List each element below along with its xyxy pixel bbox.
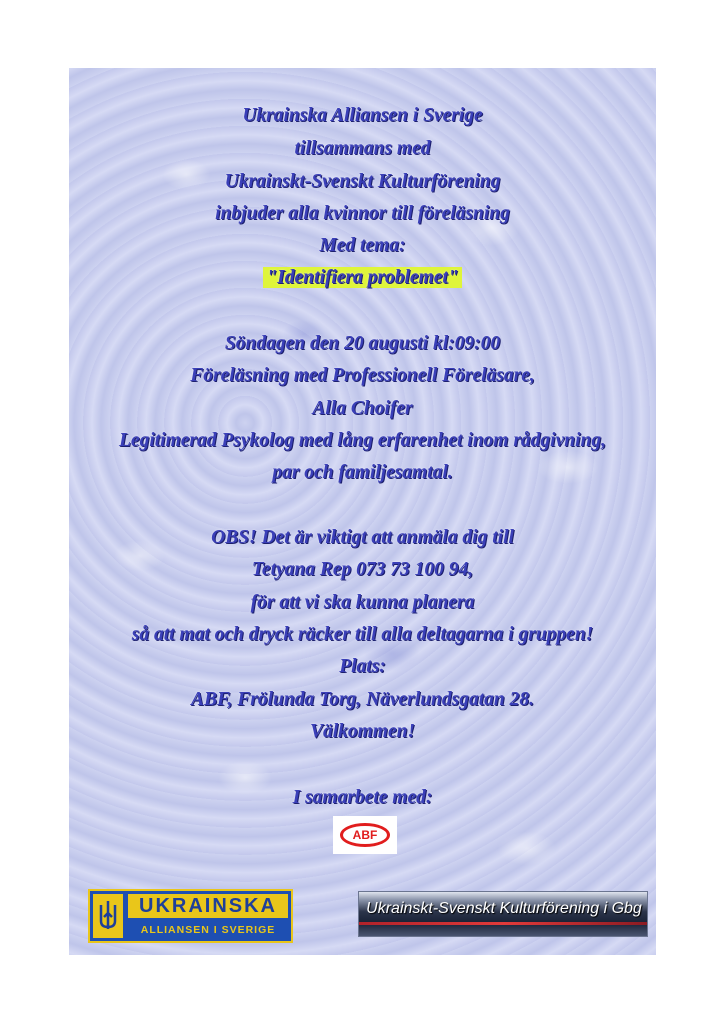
kulturforening-logo [358, 891, 648, 937]
partners-heading: I samarbete med: [292, 787, 433, 808]
lecturer-name: Alla Choifer [312, 398, 413, 419]
kulturforening-logo-text: Ukrainskt-Svenskt Kulturförening i Gbg [366, 900, 642, 917]
organizer-line: Ukrainska Alliansen i Sverige [242, 105, 483, 126]
theme-title [69, 266, 656, 290]
logo-stripe [359, 922, 648, 925]
contact-line: Tetyana Rep 073 73 100 94, [251, 559, 474, 580]
address-line: ABF, Frölunda Torg, Näverlundsgatan 28. [191, 689, 534, 710]
abf-logo [333, 816, 397, 854]
date-line: Söndagen den 20 augusti kl:09:00 [224, 333, 501, 354]
planning-line: för att vi ska kunna planera [250, 592, 475, 613]
abf-logo-text: ABF [340, 823, 390, 847]
together-line: tillsammans med [294, 138, 431, 159]
lecturer-title-cont: par och familjesamtal. [272, 462, 453, 483]
theme-label: Med tema: [319, 235, 406, 256]
place-label: Plats: [339, 656, 386, 677]
lecturer-title: Legitimerad Psykolog med lång erfarenhet inom rådgivning, [119, 430, 606, 451]
lecture-line: Föreläsning med Professionell Föreläsare, [190, 365, 535, 386]
invite-line: inbjuder alla kvinnor till föreläsning [215, 203, 510, 224]
food-line: så att mat och dryck räcker till alla deltagarna i gruppen! [131, 624, 594, 645]
ukrainska-logo-bottom: ALLIANSEN I SVERIGE [140, 924, 276, 936]
ukrainska-alliansen-logo [88, 889, 293, 943]
trident-icon [93, 894, 123, 938]
partner-line: Ukrainskt-Svenskt Kulturförening [224, 171, 501, 192]
welcome-line: Välkommen! [309, 721, 416, 742]
theme-highlight: "Identifiera problemet" [263, 267, 461, 288]
notice-line: OBS! Det är viktigt att anmäla dig till [211, 527, 514, 548]
ukrainska-logo-top: UKRAINSKA [128, 894, 288, 918]
